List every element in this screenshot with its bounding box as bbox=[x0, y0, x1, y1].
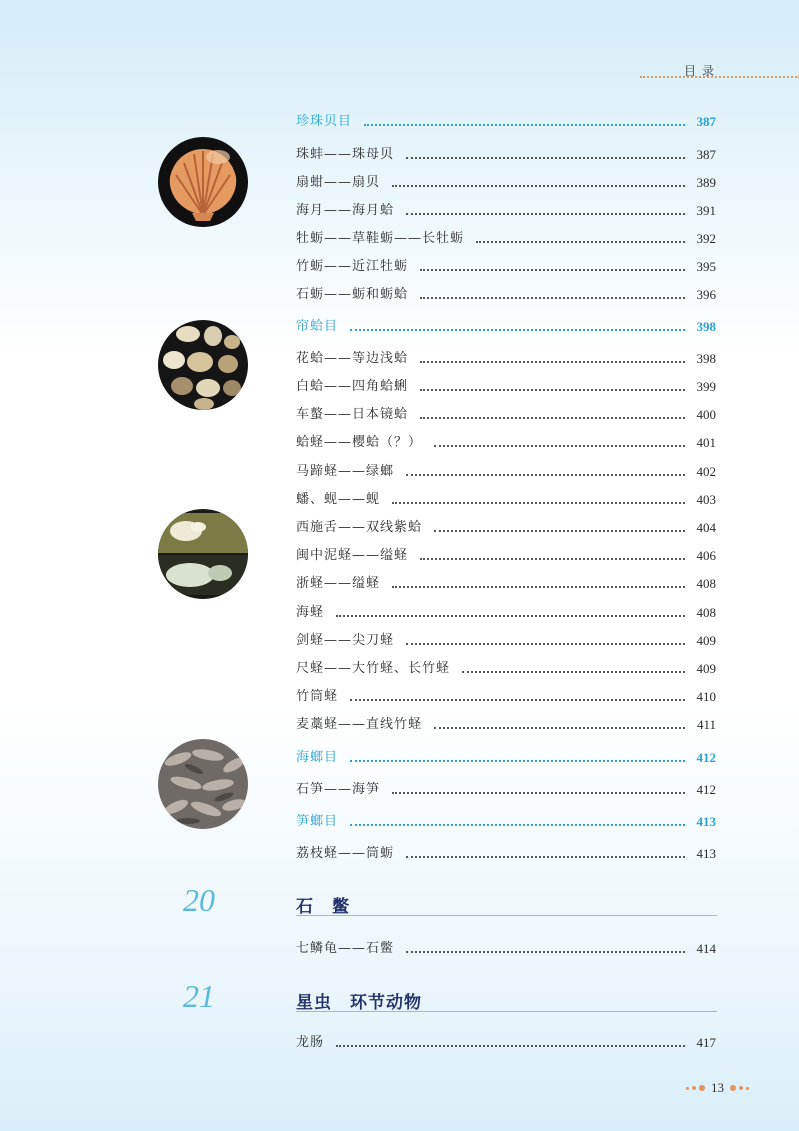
entry-title: 七鳞龟——石鳖 bbox=[296, 941, 395, 956]
chapter-rule bbox=[296, 915, 717, 916]
dot-leader bbox=[336, 615, 684, 617]
entry-page: 412 bbox=[696, 750, 716, 765]
toc-entry[interactable] bbox=[296, 377, 716, 397]
dot-leader bbox=[392, 185, 684, 187]
entry-title: 竹筒蛏 bbox=[296, 689, 339, 704]
dot-leader bbox=[350, 329, 684, 331]
razor-clam-image bbox=[158, 509, 248, 599]
entry-page: 409 bbox=[696, 633, 716, 648]
toc-entry[interactable] bbox=[296, 433, 716, 453]
entry-title: 麦藁蛏——直线竹蛏 bbox=[296, 717, 423, 732]
dot-leader bbox=[462, 671, 684, 673]
entry-title: 剑蛏——尖刀蛏 bbox=[296, 633, 395, 648]
entry-title: 帘蛤目 bbox=[296, 319, 339, 334]
dot-leader bbox=[406, 856, 684, 858]
dot-leader bbox=[420, 417, 684, 419]
header-rule bbox=[640, 76, 799, 78]
toc-heading[interactable] bbox=[296, 748, 716, 768]
toc-entry[interactable] bbox=[296, 687, 716, 707]
dot-leader bbox=[476, 241, 684, 243]
entry-title: 花蛤——等边浅蛤 bbox=[296, 351, 409, 366]
entry-page: 410 bbox=[696, 689, 716, 704]
toc-entry[interactable] bbox=[296, 844, 716, 864]
toc-heading[interactable] bbox=[296, 112, 716, 132]
entry-page: 417 bbox=[696, 1035, 716, 1050]
entry-title: 白蛤——四角蛤蜊 bbox=[296, 379, 409, 394]
entry-page: 408 bbox=[696, 576, 716, 591]
entry-title: 牡蛎——草鞋蛎——长牡蛎 bbox=[296, 231, 465, 246]
entry-page: 395 bbox=[696, 259, 716, 274]
entry-title: 笋螂目 bbox=[296, 814, 339, 829]
toc-entry[interactable] bbox=[296, 145, 716, 165]
entry-title: 龙肠 bbox=[296, 1035, 325, 1050]
entry-page: 399 bbox=[696, 379, 716, 394]
dot-leader bbox=[406, 157, 684, 159]
entry-page: 403 bbox=[696, 492, 716, 507]
entry-title: 珍珠贝目 bbox=[296, 114, 353, 129]
chapter-rule bbox=[296, 1011, 717, 1012]
entry-page: 414 bbox=[696, 941, 716, 956]
toc-entry[interactable] bbox=[296, 518, 716, 538]
footer-dots-right bbox=[730, 1085, 749, 1091]
toc-entry[interactable] bbox=[296, 603, 716, 623]
toc-entry[interactable] bbox=[296, 631, 716, 651]
dot-leader bbox=[392, 792, 684, 794]
toc-entry[interactable] bbox=[296, 229, 716, 249]
entry-page: 404 bbox=[696, 520, 716, 535]
page-number: 13 bbox=[711, 1080, 724, 1095]
footer-dots-left bbox=[686, 1085, 705, 1091]
toc-entry[interactable] bbox=[296, 715, 716, 735]
dot-leader bbox=[434, 530, 684, 532]
entry-page: 387 bbox=[696, 114, 716, 129]
entry-page: 409 bbox=[696, 661, 716, 676]
entry-page: 402 bbox=[696, 464, 716, 479]
entry-title: 闽中泥蛏——缢蛏 bbox=[296, 548, 409, 563]
entry-page: 408 bbox=[696, 605, 716, 620]
entry-page: 387 bbox=[696, 147, 716, 162]
page-footer bbox=[686, 1080, 749, 1096]
entry-page: 392 bbox=[696, 231, 716, 246]
clam-shells-image bbox=[158, 320, 248, 410]
chapter-title[interactable]: 石 鳖 bbox=[296, 897, 350, 917]
entry-title: 石笋——海笋 bbox=[296, 782, 381, 797]
entry-title: 海螂目 bbox=[296, 750, 339, 765]
dot-leader bbox=[406, 643, 684, 645]
toc-entry[interactable] bbox=[296, 659, 716, 679]
dot-leader bbox=[434, 727, 685, 729]
entry-title: 石蛎——蛎和蛎蛤 bbox=[296, 287, 409, 302]
dot-leader bbox=[350, 760, 684, 762]
entry-page: 389 bbox=[696, 175, 716, 190]
toc-entry[interactable] bbox=[296, 546, 716, 566]
chapter-number: 20 bbox=[183, 882, 215, 918]
entry-page: 413 bbox=[696, 814, 716, 829]
entry-title: 尺蛏——大竹蛏、长竹蛏 bbox=[296, 661, 451, 676]
dot-leader bbox=[336, 1045, 684, 1047]
entry-page: 401 bbox=[696, 435, 716, 450]
dot-leader bbox=[406, 213, 684, 215]
dot-leader bbox=[350, 824, 684, 826]
toc-entry[interactable] bbox=[296, 405, 716, 425]
toc-heading[interactable] bbox=[296, 317, 716, 337]
entry-title: 海月——海月蛤 bbox=[296, 203, 395, 218]
toc-entry[interactable] bbox=[296, 780, 716, 800]
chapter-number: 21 bbox=[183, 978, 215, 1014]
entry-page: 406 bbox=[696, 548, 716, 563]
toc-entry[interactable] bbox=[296, 574, 716, 594]
entry-page: 398 bbox=[696, 351, 716, 366]
entry-title: 荔枝蛏——筒蛎 bbox=[296, 846, 395, 861]
entry-page: 412 bbox=[696, 782, 716, 797]
toc-entry[interactable] bbox=[296, 490, 716, 510]
toc-entry[interactable] bbox=[296, 285, 716, 305]
toc-heading[interactable] bbox=[296, 812, 716, 832]
dot-leader bbox=[364, 124, 684, 126]
entry-title: 马蹄蛏——绿螂 bbox=[296, 464, 395, 479]
entry-page: 398 bbox=[696, 319, 716, 334]
dot-leader bbox=[420, 361, 684, 363]
dot-leader bbox=[392, 586, 684, 588]
toc-entry[interactable] bbox=[296, 939, 716, 959]
toc-entry[interactable] bbox=[296, 173, 716, 193]
toc-entry[interactable] bbox=[296, 257, 716, 277]
toc-entry[interactable] bbox=[296, 349, 716, 369]
entry-title: 车螯——日本镜蛤 bbox=[296, 407, 409, 422]
dot-leader bbox=[420, 269, 684, 271]
toc-entry[interactable] bbox=[296, 201, 716, 221]
dot-leader bbox=[420, 389, 684, 391]
entry-page: 396 bbox=[696, 287, 716, 302]
dot-leader bbox=[420, 297, 684, 299]
piddock-shells-image bbox=[158, 739, 248, 829]
entry-page: 391 bbox=[696, 203, 716, 218]
dot-leader bbox=[350, 699, 684, 701]
entry-title: 浙蛏——缢蛏 bbox=[296, 576, 381, 591]
entry-title: 海蛏 bbox=[296, 605, 325, 620]
dot-leader bbox=[406, 474, 684, 476]
entry-page: 400 bbox=[696, 407, 716, 422]
toc-entry[interactable] bbox=[296, 1033, 716, 1053]
toc-entry[interactable] bbox=[296, 462, 716, 482]
entry-page: 411 bbox=[696, 717, 716, 732]
entry-title: 扇蚶——扇贝 bbox=[296, 175, 381, 190]
dot-leader bbox=[420, 558, 684, 560]
dot-leader bbox=[392, 502, 684, 504]
entry-page: 413 bbox=[696, 846, 716, 861]
chapter-title[interactable]: 星虫 环节动物 bbox=[296, 993, 422, 1013]
entry-title: 蟠、蚬——蚬 bbox=[296, 492, 381, 507]
scallop-shell-image bbox=[158, 137, 248, 227]
entry-title: 西施舌——双线紫蛤 bbox=[296, 520, 423, 535]
dot-leader bbox=[406, 951, 684, 953]
entry-title: 蛤蛏——樱蛤（？） bbox=[296, 435, 423, 450]
entry-title: 珠蚌——珠母贝 bbox=[296, 147, 395, 162]
entry-title: 竹蛎——近江牡蛎 bbox=[296, 259, 409, 274]
header-title: 目录 bbox=[684, 64, 721, 78]
dot-leader bbox=[434, 445, 684, 447]
